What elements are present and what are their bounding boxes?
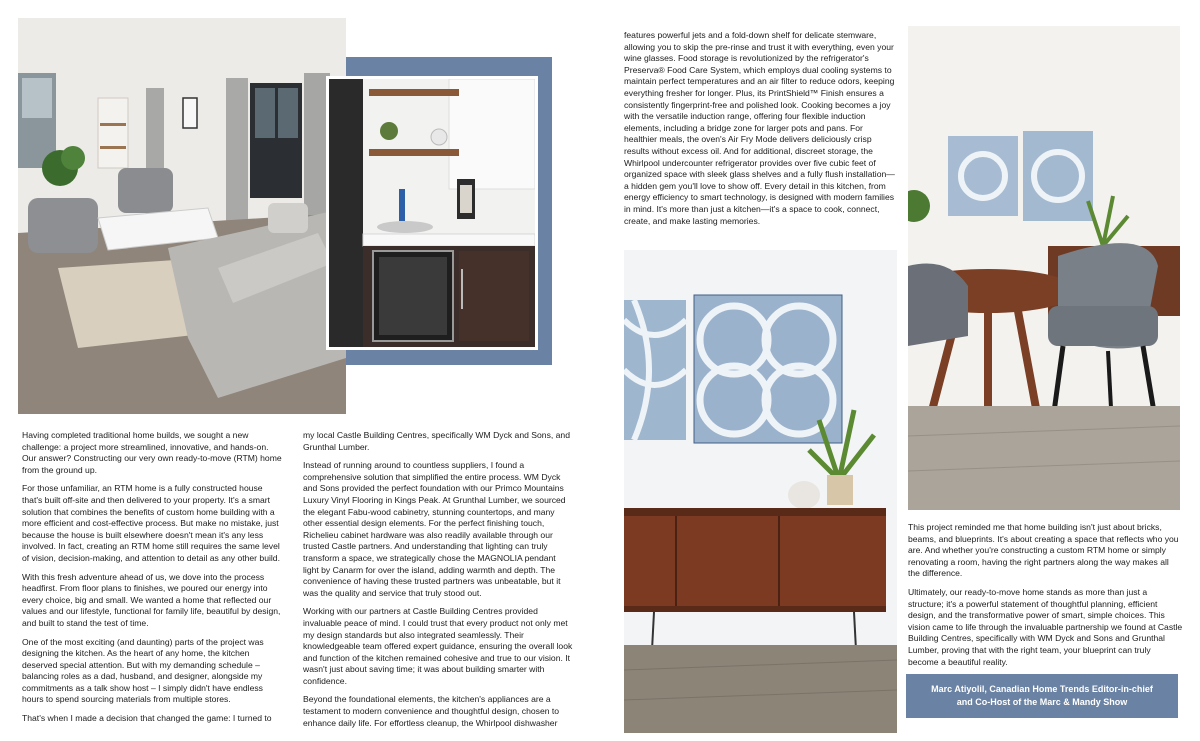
abstract-art-sideboard-photo: [624, 250, 897, 733]
author-byline: [906, 674, 1178, 718]
paragraph: Beyond the foundational elements, the kitchen's appliances are a testament to modern convenience and thoughtful design, chosen to enhance daily life. For effortless cleanup, the Whirlpool dishwasher: [303, 694, 560, 728]
paragraph: One of the most exciting (and daunting) parts of the project was designing the kitchen. As the heart of any home, the kitchen deserved special attention. But with my demanding schedule – balancing roles as a dad, husband, and designer, alongside my commitments as a talk show host – I simply didn't have endless hours to spend sourcing materials from multiple stores.: [22, 636, 264, 705]
paragraph: my local Castle Building Centres, specifically WM Dyck and Sons, and Grunthal Lumber.: [303, 430, 570, 452]
article-column-2: [303, 430, 573, 736]
paragraph: With this fresh adventure ahead of us, we dove into the process headfirst. From floor plans to finishes, we poured our energy into every choice, big and small. We wanted a home that reflected our values and our lifestyle, functional for family life, beautiful by design, and built to stand the test of time.: [22, 571, 281, 628]
article-column-4: [908, 522, 1183, 675]
paragraph: Working with our partners at Castle Building Centres provided invaluable peace of mind. I could trust that every product not only met my design standards but also integrated seamlessly. Their knowledgeable team offered expert guidance, ensuring the overall look and function of the kitchen remained cohesive and true to our vision. It wasn't just about saving time; it was about building smarter with confidence.: [303, 606, 573, 686]
paragraph: This project reminded me that home building isn't just about bricks, beams, and blueprints. It's about creating a space that reflects who you are. And whether you're constructing a custom RTM home or simply renovating a room, having the right partners along the way makes all the difference.: [908, 522, 1179, 579]
byline-line-1: Marc Atiyolil, Canadian Home Trends Editor-in-chief: [931, 684, 1153, 694]
page-gutter: [600, 0, 618, 741]
paragraph: Ultimately, our ready-to-move home stands as more than just a structure; it's a powerful statement of thoughtful planning, efficient design, and the transformative power of smart, simple choices. This vision came to life through the invaluable partnership we found at Castle Building Centres, specifically with WM Dyck and Sons and Grunthal Lumber, proving that with the right team, your blueprint can truly become a beautiful reality.: [908, 586, 1183, 667]
article-column-3: [624, 30, 896, 234]
paragraph: Instead of running around to countless suppliers, I found a comprehensive solution that simplified the entire process. WM Dyck and Sons provided the perfect foundation with our Primco Mountains Luxury Vinyl Flooring in Kings Peak. At Grunthal Lumber, we sourced the elegant Fabu-wood cabinetry, stunning countertops, and many other essential design elements. For the perfect finishing touch, Richelieu cabinet hardware was also readily available through our trusted Castle partners. And understanding that lighting can truly transform a space, we strategically chose the MAGNOLIA pendant light by Canarm for over the island, adding warmth and depth. The convenience of having these trusted partners was unbeatable, but it was the quality and service that truly stood out.: [303, 460, 566, 598]
paragraph: That's when I made a decision that changed the game: I turned to: [22, 713, 272, 724]
bar-cabinet-photo: [326, 76, 538, 350]
article-column-1: [22, 430, 285, 732]
living-room-photo: [18, 18, 346, 414]
paragraph: features powerful jets and a fold-down shelf for delicate stemware, allowing you to skip the pre-rinse and trust it with everything, even your wine glasses. Food storage is revolutionized by the refrigerator's Preserva® Food Care System, which employs dual cooling systems to maintain perfect temperatures and an air filter to reduce odors, keeping everything fresher for longer. Plus, its PrintShield™ Finish ensures a consistently fingerprint-free and polished look. Cooking becomes a joy with the versatile induction range, offering four flexible induction elements, including a bridge zone for larger pots and pans. For healthier meals, the oven's Air Fry Mode delivers deliciously crisp results without excess oil. And for additional, discreet storage, the Whirlpool undercounter refrigerator provides over five cubic feet of organized space with sleek glass shelves and a fully flush installation—a hidden gem you'll love to show off. Every detail in this kitchen, from energy efficiency to smart technology, is designed with modern families in mind. It's more than just a kitchen—it's a space to cook, connect, create, and make lasting memories.: [624, 30, 895, 226]
dining-room-photo: [908, 26, 1180, 510]
byline-line-2: and Co-Host of the Marc & Mandy Show: [956, 697, 1128, 707]
paragraph: Having completed traditional home builds, we sought a new challenge: a project more streamlined, innovative, and hands-on. Our answer? Constructing our very own ready-to-move (RTM) home from the ground up.: [22, 430, 282, 475]
paragraph: For those unfamiliar, an RTM home is a fully constructed house that's built off-site and then delivered to your property. It's a smart solution that combines the benefits of custom home building with a more efficient and cost-effective process. But make no mistake, just because the house is built elsewhere doesn't mean it's any less involved. In fact, creating an RTM home still requires the same level of vision, decision-making, and attention to detail as any other build.: [22, 483, 280, 563]
